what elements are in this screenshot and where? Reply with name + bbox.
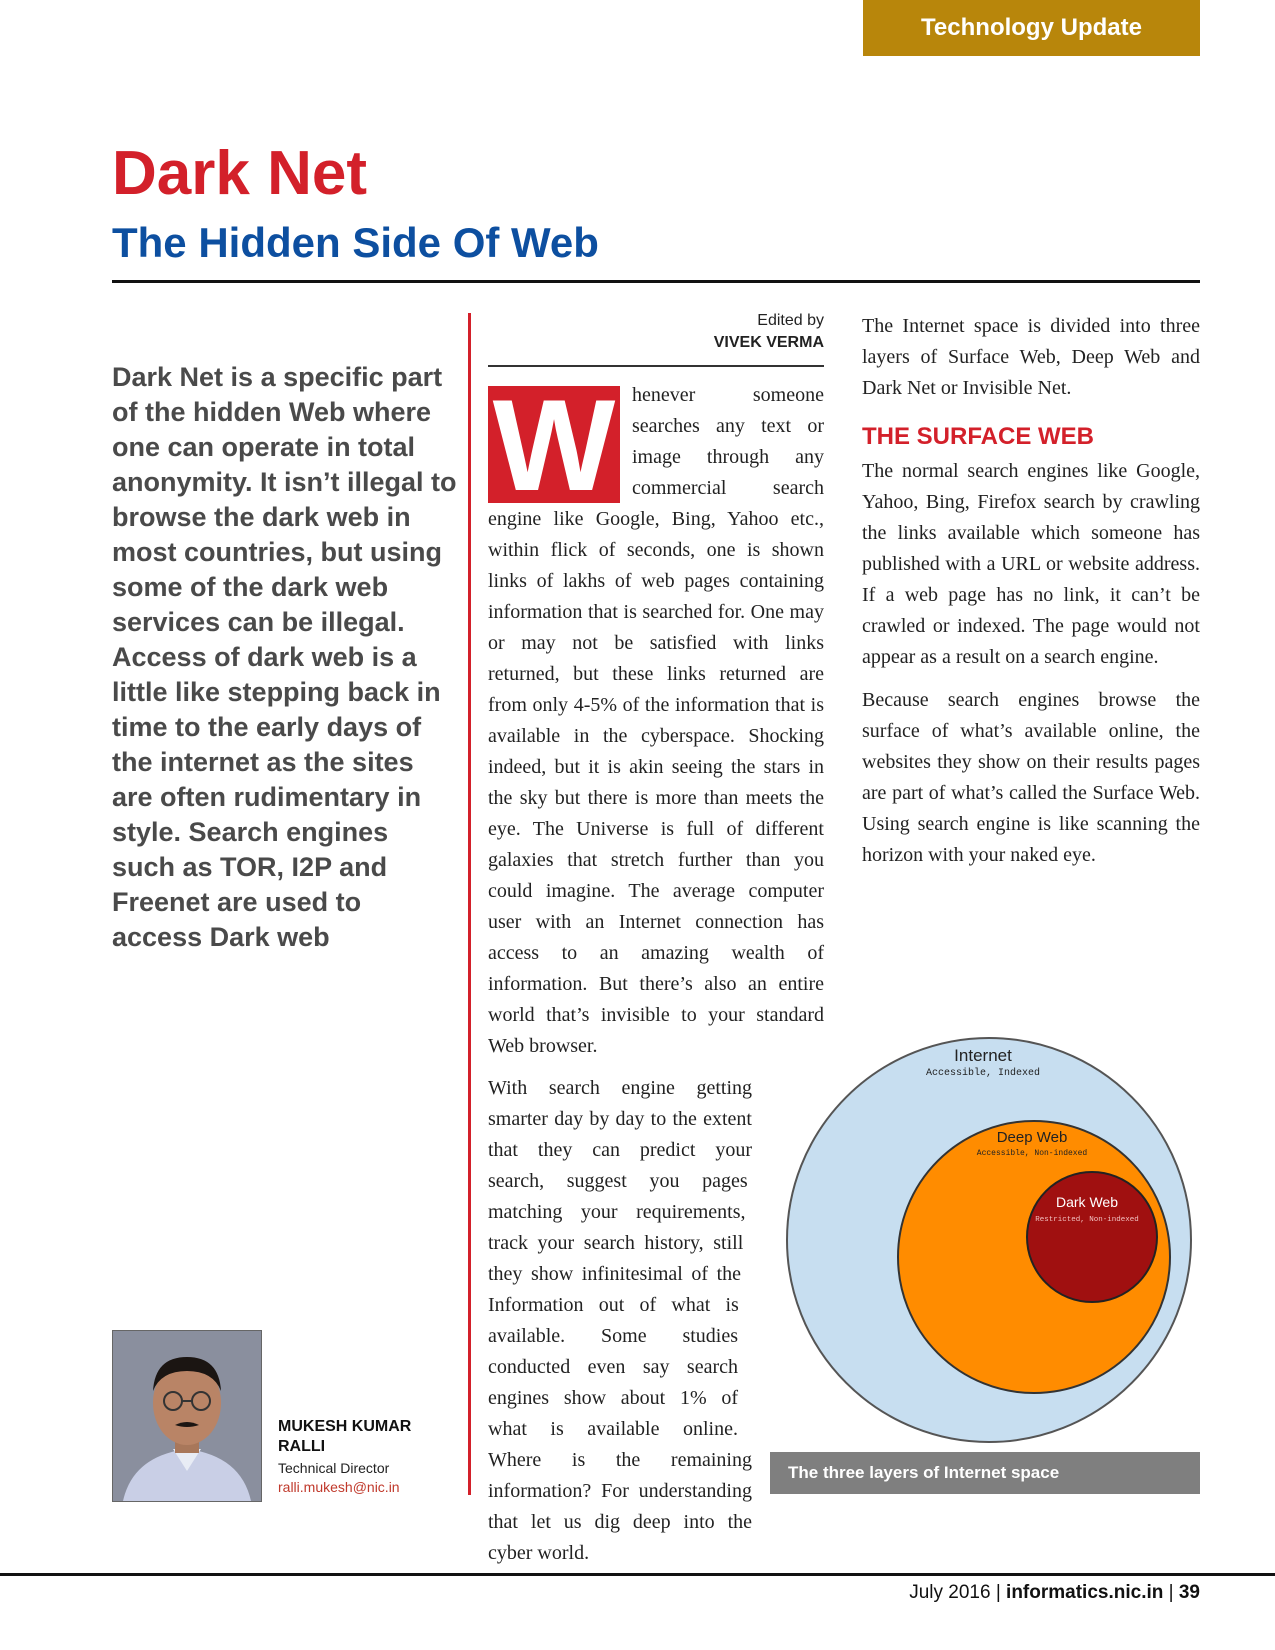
section-tab: Technology Update <box>863 0 1200 56</box>
internet-label: Internet <box>954 1046 1012 1065</box>
internet-layers-diagram <box>783 1035 1196 1445</box>
editor-name: VIVEK VERMA <box>713 334 824 351</box>
body-paragraph-2: With search engine getting smarter day by day to the extent that they can predict your search, suggest you pages matching your requirements, track your search history, still they show infinitesimal of the Information out of what is available. Some studies conducted even say search engines show about 1% of what is available online. Where is the remaining information? For understanding that let us dig deep into the cyber world. <box>488 1077 752 1564</box>
body-column-2-continued <box>488 1073 824 1569</box>
intro-pullquote: Dark Net is a specific part of the hidden Web where one can operate in total anonymity. It isn’t illegal to browse the dark web in most countries, but using some of the dark web services can be illegal. Access of dark web is a little like stepping back in time to the early days of the internet as the sites are often rudimentary in style. Search engines such as TOR, I2P and Freenet are used to access Dark web <box>112 362 457 952</box>
author-block <box>278 1417 458 1495</box>
deep-web-label: Deep Web <box>996 1129 1068 1146</box>
section-heading-surface-web: THE SURFACE WEB <box>862 423 1095 450</box>
author-role: Technical Director <box>278 1460 390 1476</box>
body-paragraph-5: Because search engines browse the surface of what’s available online, the websites they show on their results pages are part of what’s called the Surface Web. Using search engine is like scanning the horizon with your naked eye. <box>862 689 1200 866</box>
page-footer <box>909 1582 1200 1604</box>
body-paragraph-3: The Internet space is divided into three layers of Surface Web, Deep Web and Dark Net or Invisible Net. <box>862 315 1200 399</box>
author-portrait-icon <box>113 1331 261 1501</box>
footer-page-number: 39 <box>1178 1582 1200 1603</box>
author-photo <box>112 1330 262 1502</box>
dark-web-sublabel: Restricted, Non-indexed <box>1035 1216 1139 1224</box>
footer-separator: | <box>1168 1582 1179 1603</box>
body-paragraph-4: The normal search engines like Google, Yahoo, Bing, Firefox search by crawling the links available which someone has published with a URL or website address. If a web page has no link, it can’t be crawled or indexed. The page would not appear as a result on a search engine. <box>862 460 1200 668</box>
footer-separator: | <box>995 1582 1007 1603</box>
author-email[interactable]: ralli.mukesh@nic.in <box>278 1479 400 1495</box>
drop-cap: W <box>488 386 620 503</box>
editor-label: Edited by <box>757 312 824 329</box>
article-subtitle: The Hidden Side Of Web <box>112 219 599 266</box>
footer-divider <box>0 1573 1275 1576</box>
article-title: Dark Net <box>112 139 367 208</box>
footer-site: informatics.nic.in <box>1006 1582 1164 1603</box>
column-divider <box>468 313 471 1495</box>
deep-web-sublabel: Accessible, Non-indexed <box>976 1149 1088 1158</box>
dark-web-circle <box>1027 1172 1157 1302</box>
editor-divider <box>488 365 824 367</box>
body-column-2 <box>488 372 824 1062</box>
body-column-3 <box>862 311 1200 883</box>
editor-credit <box>488 310 824 354</box>
footer-date: July 2016 <box>909 1582 991 1603</box>
diagram-caption: The three layers of Internet space <box>770 1452 1200 1494</box>
internet-sublabel: Accessible, Indexed <box>925 1068 1041 1079</box>
author-name: MUKESH KUMAR RALLI <box>278 1418 412 1455</box>
title-divider <box>112 280 1200 283</box>
dark-web-label: Dark Web <box>1056 1194 1118 1210</box>
body-paragraph-1: henever someone searches any text or image through any commercial search engine like Google, Bing, Yahoo etc., within flick of seconds, one is shown links of lakhs of web pages containing information that is searched for. One may or may not be satisfied with links returned, but these links returned are from only 4-5% of the information that is available in the cyberspace. Shocking indeed, but it is akin seeing the stars in the sky but there is more than meets the eye. The Universe is full of different galaxies that stretch further than you could imagine. The average computer user with an Internet connection has access to an amazing wealth of information. But there’s also an entire world that’s invisible to your standard Web browser. <box>488 384 824 1057</box>
